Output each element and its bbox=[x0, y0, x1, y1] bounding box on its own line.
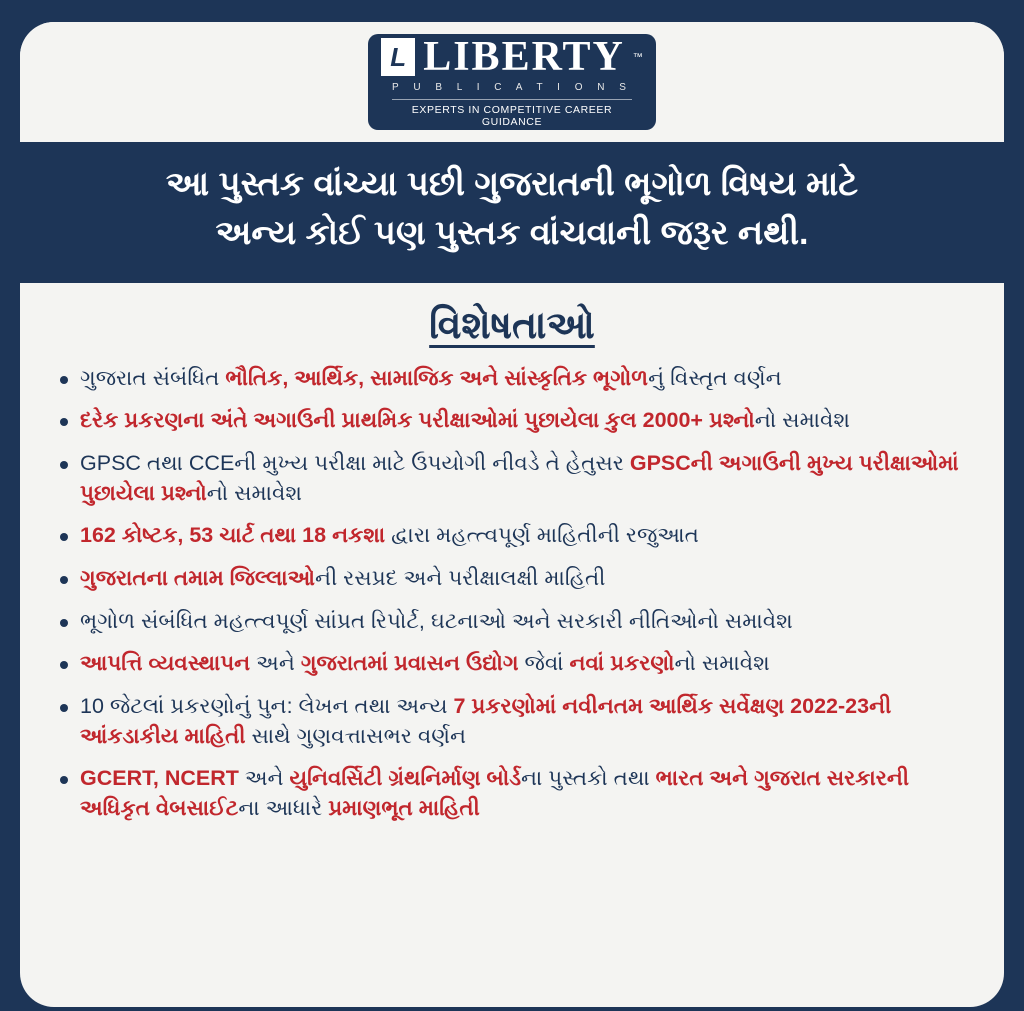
feature-text-run: GCERT, NCERT bbox=[80, 766, 239, 791]
brand-name: LIBERTY bbox=[423, 34, 625, 80]
brand-tagline: EXPERTS IN COMPETITIVE CAREER GUIDANCE bbox=[392, 99, 632, 128]
headline-band bbox=[20, 142, 1004, 283]
feature-item bbox=[50, 607, 974, 637]
feature-item bbox=[50, 692, 974, 751]
feature-text-run: ગુજરાત સંબંધિત bbox=[80, 365, 226, 390]
feature-item bbox=[50, 764, 974, 823]
feature-text-run: અને bbox=[250, 651, 301, 676]
feature-item bbox=[50, 649, 974, 679]
feature-text-run: સાથે ગુણવત્તાસભર વર્ણન bbox=[245, 723, 467, 748]
feature-text-run: ભૌતિક, આર્થિક, સામાજિક અને સાંસ્કૃતિક ભૂગોળ bbox=[225, 365, 649, 390]
feature-text-run: ગુજરાતના તમામ જિલ્લાઓ bbox=[80, 565, 316, 590]
feature-text-run: ના પુસ્તકો તથા bbox=[521, 766, 656, 791]
liberty-monogram-icon bbox=[381, 38, 415, 76]
headline-line-1: આ પુસ્તક વાંચ્યા પછી ગુજરાતની ભૂગોળ વિષય માટે bbox=[165, 165, 859, 203]
feature-text-run: ગુજરાતમાં પ્રવાસન ઉદ્યોગ bbox=[300, 651, 519, 676]
feature-text-run: નું વિસ્તૃત વર્ણન bbox=[648, 365, 782, 390]
features-section bbox=[20, 283, 1004, 847]
feature-text-run: જેવાં bbox=[518, 651, 570, 676]
feature-text-run: 162 કોષ્ટક, 53 ચાર્ટ તથા 18 નકશા bbox=[80, 523, 386, 548]
feature-text-run: 10 જેટલાં પ્રકરણોનું પુન: લેખન તથા અન્ય bbox=[80, 693, 454, 718]
content-card bbox=[20, 22, 1004, 1007]
feature-item bbox=[50, 364, 974, 394]
feature-text-run: ભૂગોળ સંબંધિત મહત્ત્વપૂર્ણ સાંપ્રત રિપોર્ટ, ઘટનાઓ અને સરકારી નીતિઓનો સમાવેશ bbox=[80, 608, 793, 633]
brand-logo bbox=[368, 34, 656, 130]
brand-subtitle: P U B L I C A T I O N S bbox=[392, 82, 632, 93]
feature-item bbox=[50, 564, 974, 594]
feature-text-run: નો સમાવેશ bbox=[674, 651, 770, 676]
feature-text-run: યુનિવર્સિટી ગ્રંથનિર્માણ બોર્ડ bbox=[289, 766, 521, 791]
feature-text-run: આપત્તિ વ્યવસ્થાપન bbox=[80, 651, 251, 676]
features-title: વિશેષતાઓ bbox=[429, 304, 595, 347]
feature-item bbox=[50, 406, 974, 436]
feature-text-run: નવાં પ્રકરણો bbox=[569, 651, 675, 676]
feature-text-run: નો સમાવેશ bbox=[754, 408, 850, 433]
feature-item bbox=[50, 449, 974, 508]
feature-text-run: નો સમાવેશ bbox=[206, 480, 302, 505]
feature-text-run: અને bbox=[238, 766, 290, 791]
feature-text-run: પ્રમાણભૂત માહિતી bbox=[328, 795, 480, 820]
feature-text-run: ના આધારે bbox=[238, 795, 329, 820]
feature-text-run: દરેક પ્રકરણના અંતે અગાઉની પ્રાથમિક પરીક્ષાઓમાં પુછાયેલા કુલ 2000+ પ્રશ્નો bbox=[80, 408, 755, 433]
feature-item bbox=[50, 521, 974, 551]
feature-list bbox=[50, 364, 974, 824]
feature-text-run: ની રસપ્રદ અને પરીક્ષાલક્ષી માહિતી bbox=[315, 565, 606, 590]
headline-line-2: અન્ય કોઈ પણ પુસ્તક વાંચવાની જરૂર નથી. bbox=[215, 214, 809, 253]
logo-row bbox=[381, 36, 643, 78]
feature-text-run: ભારત અને ગુજરાત સરકારની અધિકૃત વેબસાઈટ bbox=[80, 766, 910, 820]
feature-text-run: દ્વારા મહત્ત્વપૂર્ણ માહિતીની રજુઆત bbox=[385, 523, 699, 548]
feature-text-run: GPSC તથા CCEની મુખ્ય પરીક્ષા માટે ઉપયોગી નીવડે તે હેતુસર bbox=[80, 450, 630, 475]
feature-text-run: 7 પ્રકરણોમાં નવીનતમ આર્થિક સર્વેક્ષણ 2022-23ની આંકડાકીય માહિતી bbox=[80, 693, 892, 748]
logo-strip bbox=[20, 22, 1004, 142]
feature-text-run: GPSCની અગાઉની મુખ્ય પરીક્ષાઓમાં પુછાયેલા પ્રશ્નો bbox=[80, 450, 959, 505]
logo-mark-letter: L bbox=[390, 42, 407, 72]
trademark-symbol: ™ bbox=[632, 51, 643, 63]
